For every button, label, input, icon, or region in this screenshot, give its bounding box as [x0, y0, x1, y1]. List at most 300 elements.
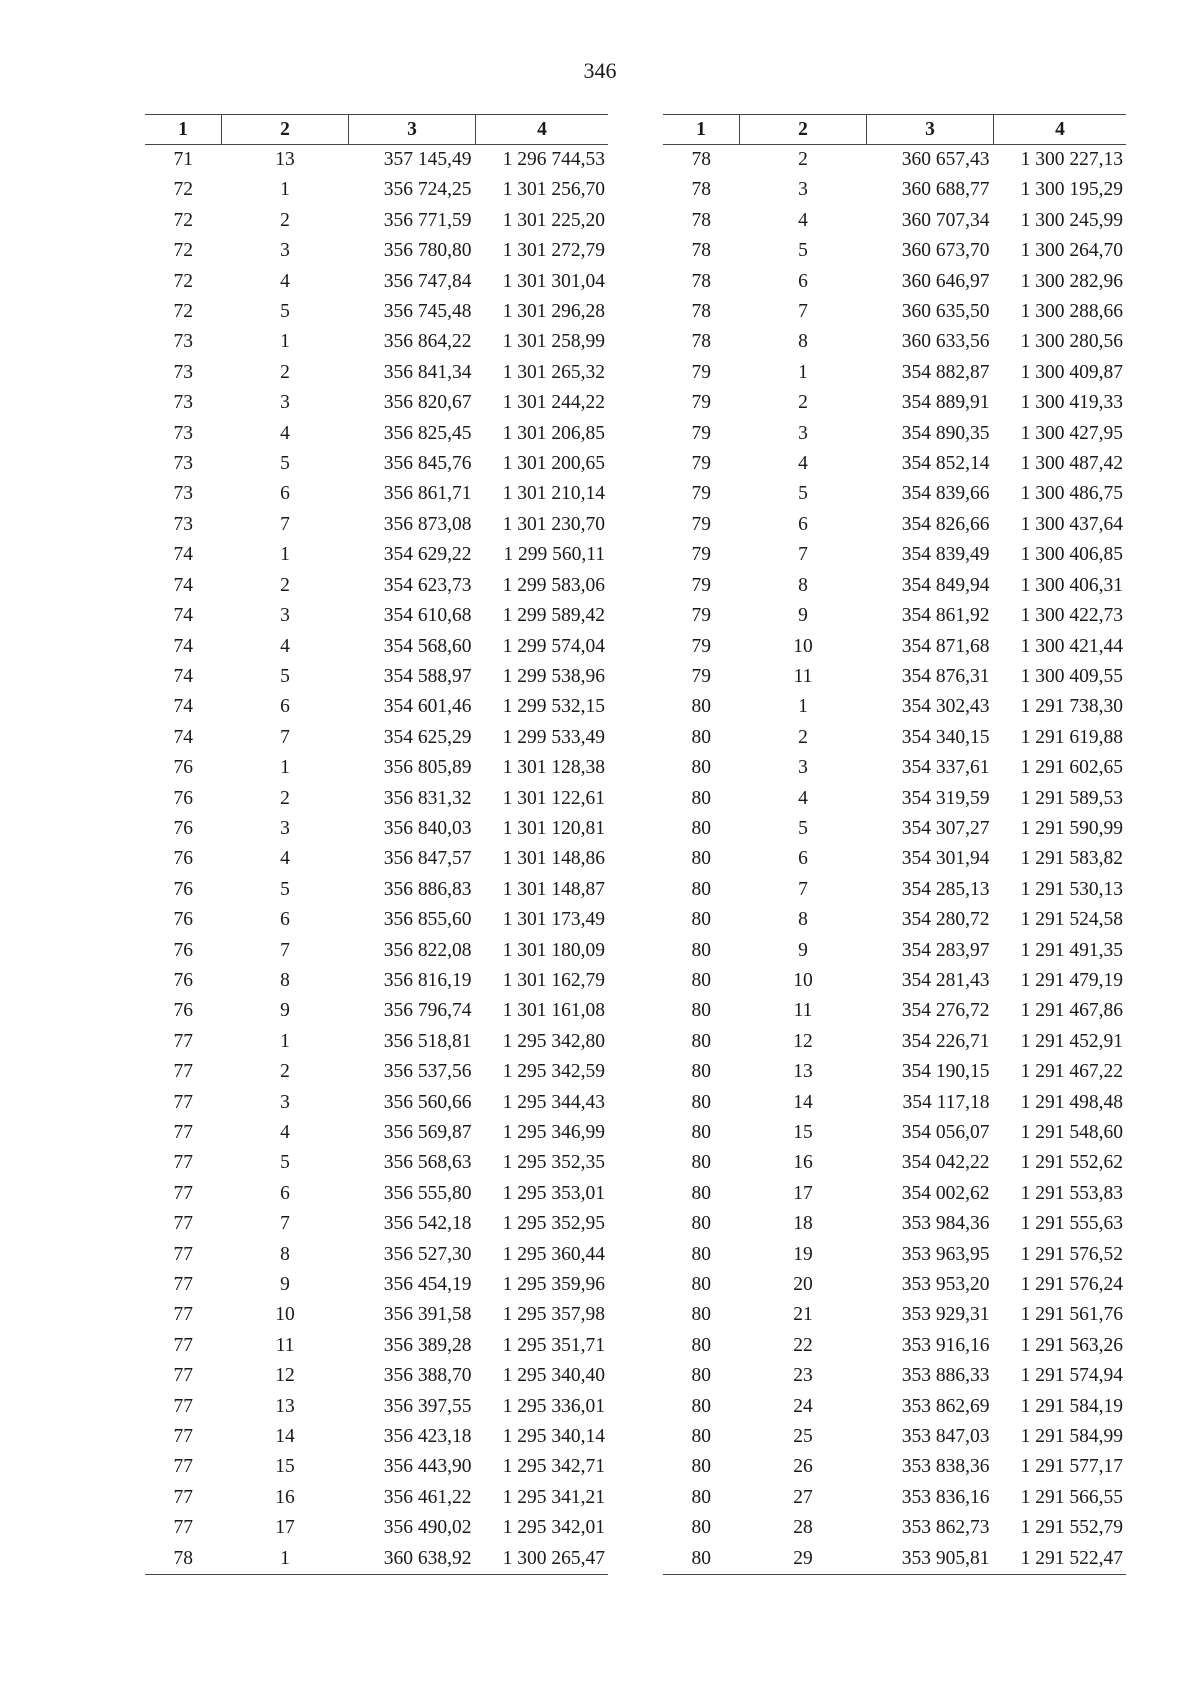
- contour-number-cell: 80: [691, 1122, 711, 1143]
- coordinate-x-cell: 356 518,81: [383, 1030, 472, 1052]
- table-row: [663, 1088, 1126, 1118]
- table-row: [663, 905, 1126, 935]
- contour-number-cell: 79: [691, 361, 711, 383]
- coordinate-y-cell: 1 291 576,24: [1020, 1274, 1123, 1296]
- coordinate-y-cell: 1 301 244,22: [502, 392, 605, 414]
- coordinate-x-cell: 360 657,43: [901, 149, 990, 170]
- coordinate-x-cell: 354 042,22: [901, 1152, 990, 1174]
- table-row: [663, 236, 1126, 266]
- point-number-cell: 3: [280, 1091, 290, 1113]
- coordinate-y-cell: 1 301 120,81: [502, 817, 605, 839]
- contour-number-cell: 77: [173, 1304, 193, 1326]
- contour-number-cell: 76: [173, 909, 193, 931]
- point-number-cell: 26: [793, 1456, 813, 1478]
- column-header-2: 2: [740, 115, 867, 145]
- coordinate-x-cell: 360 635,50: [901, 301, 990, 323]
- coordinate-y-cell: 1 295 357,98: [502, 1304, 605, 1326]
- table-row: [145, 1148, 608, 1178]
- point-number-cell: 6: [280, 1182, 290, 1204]
- coordinate-y-cell: 1 291 574,94: [1020, 1365, 1123, 1387]
- coordinate-y-cell: 1 291 566,55: [1020, 1486, 1123, 1508]
- table-row: [145, 692, 608, 722]
- point-number-cell: 4: [798, 453, 808, 475]
- coordinate-x-cell: 356 886,83: [383, 878, 472, 900]
- table-row: [145, 1331, 608, 1361]
- contour-number-cell: 80: [691, 1243, 711, 1265]
- table-row: [145, 236, 608, 266]
- coordinate-x-cell: 356 560,66: [383, 1091, 472, 1113]
- coordinate-x-cell: 360 707,34: [901, 209, 990, 231]
- coordinate-y-cell: 1 291 452,91: [1020, 1030, 1123, 1052]
- table-row: [145, 1027, 608, 1057]
- contour-number-cell: 74: [173, 574, 193, 596]
- coordinate-y-cell: 1 301 301,04: [502, 270, 605, 292]
- table-row: [145, 875, 608, 905]
- coordinate-x-cell: 354 226,71: [901, 1030, 990, 1052]
- coordinate-y-cell: 1 300 280,56: [1020, 331, 1123, 353]
- coordinate-x-cell: 354 839,66: [901, 483, 990, 505]
- table-row: [663, 1027, 1126, 1057]
- coordinate-x-cell: 356 568,63: [383, 1152, 472, 1174]
- table-row: [145, 358, 608, 388]
- coordinate-y-cell: 1 301 162,79: [502, 969, 605, 991]
- point-number-cell: 1: [222, 1544, 349, 1575]
- coordinate-x-cell: 353 905,81: [867, 1544, 994, 1575]
- contour-number-cell: 80: [691, 696, 711, 718]
- point-number-cell: 10: [275, 1304, 295, 1326]
- coordinate-y-cell: 1 295 344,43: [502, 1091, 605, 1113]
- table-row: [663, 632, 1126, 662]
- coordinate-x-cell: 353 916,16: [901, 1334, 990, 1356]
- point-number-cell: 6: [798, 270, 808, 292]
- coordinate-y-cell: 1 295 346,99: [502, 1122, 605, 1143]
- coordinate-y-cell: 1 291 738,30: [1020, 696, 1123, 718]
- coordinate-x-cell: 354 629,22: [383, 544, 472, 566]
- coordinate-y-cell: 1 299 532,15: [502, 696, 605, 718]
- point-number-cell: 8: [280, 1243, 290, 1265]
- contour-number-cell: 74: [173, 696, 193, 718]
- contour-number-cell: 76: [173, 817, 193, 839]
- coordinate-x-cell: 354 623,73: [383, 574, 472, 596]
- coordinate-y-cell: 1 295 340,14: [502, 1426, 605, 1448]
- point-number-cell: 2: [280, 209, 290, 231]
- point-number-cell: 23: [793, 1365, 813, 1387]
- coordinate-y-cell: 1 299 560,11: [503, 544, 605, 566]
- contour-number-cell: 78: [145, 1544, 222, 1575]
- table-row: [663, 1270, 1126, 1300]
- contour-number-cell: 79: [691, 422, 711, 444]
- point-number-cell: 2: [280, 361, 290, 383]
- contour-number-cell: 80: [663, 1544, 740, 1575]
- coordinate-x-cell: 354 826,66: [901, 513, 990, 535]
- contour-number-cell: 76: [173, 969, 193, 991]
- coordinate-y-cell: 1 301 206,85: [502, 422, 605, 444]
- contour-number-cell: 77: [173, 1486, 193, 1508]
- point-number-cell: 27: [793, 1486, 813, 1508]
- contour-number-cell: 71: [173, 149, 193, 170]
- coordinate-x-cell: 354 890,35: [901, 422, 990, 444]
- coordinate-y-cell: 1 300 487,42: [1020, 453, 1123, 475]
- table-row: [145, 662, 608, 692]
- point-number-cell: 7: [280, 939, 290, 961]
- coordinate-y-cell: 1 295 342,59: [502, 1061, 605, 1083]
- coordinate-x-cell: 353 929,31: [901, 1304, 990, 1326]
- coordinates-table-left: [145, 114, 608, 1575]
- contour-number-cell: 76: [173, 939, 193, 961]
- contour-number-cell: 79: [691, 513, 711, 535]
- contour-number-cell: 77: [173, 1274, 193, 1296]
- contour-number-cell: 78: [691, 270, 711, 292]
- coordinate-x-cell: 354 285,13: [901, 878, 990, 900]
- contour-number-cell: 76: [173, 1000, 193, 1022]
- table-body-left: [145, 145, 608, 1575]
- coordinate-x-cell: 354 889,91: [901, 392, 990, 414]
- table-row: [663, 571, 1126, 601]
- point-number-cell: 7: [798, 544, 808, 566]
- point-number-cell: 20: [793, 1274, 813, 1296]
- point-number-cell: 1: [280, 1030, 290, 1052]
- table-row: [145, 1179, 608, 1209]
- contour-number-cell: 77: [173, 1122, 193, 1143]
- contour-number-cell: 80: [691, 1517, 711, 1539]
- table-row: [663, 175, 1126, 205]
- point-number-cell: 16: [275, 1486, 295, 1508]
- contour-number-cell: 80: [691, 878, 711, 900]
- point-number-cell: 8: [280, 969, 290, 991]
- coordinate-x-cell: 354 849,94: [901, 574, 990, 596]
- point-number-cell: 18: [793, 1213, 813, 1235]
- coordinate-y-cell: 1 299 538,96: [502, 665, 605, 687]
- point-number-cell: 5: [280, 665, 290, 687]
- contour-number-cell: 80: [691, 1486, 711, 1508]
- contour-number-cell: 79: [691, 392, 711, 414]
- point-number-cell: 1: [798, 696, 808, 718]
- coordinate-y-cell: 1 295 353,01: [502, 1182, 605, 1204]
- coordinate-y-cell: 1 291 583,82: [1020, 848, 1123, 870]
- contour-number-cell: 80: [691, 1426, 711, 1448]
- table-row: [145, 996, 608, 1026]
- contour-number-cell: 77: [173, 1030, 193, 1052]
- table-body-right: [663, 145, 1126, 1575]
- point-number-cell: 2: [280, 787, 290, 809]
- coordinate-x-cell: 354 307,27: [901, 817, 990, 839]
- point-number-cell: 3: [280, 605, 290, 627]
- contour-number-cell: 80: [691, 1456, 711, 1478]
- table-row: [145, 327, 608, 357]
- contour-number-cell: 79: [691, 665, 711, 687]
- coordinate-x-cell: 354 588,97: [383, 665, 472, 687]
- coordinate-y-cell: 1 300 437,64: [1020, 513, 1123, 535]
- coordinate-x-cell: 356 822,08: [383, 939, 472, 961]
- coordinate-y-cell: 1 291 467,86: [1020, 1000, 1123, 1022]
- point-number-cell: 5: [280, 301, 290, 323]
- table-row: [145, 1270, 608, 1300]
- coordinate-x-cell: 356 555,80: [383, 1182, 472, 1204]
- contour-number-cell: 73: [173, 392, 193, 414]
- point-number-cell: 6: [798, 848, 808, 870]
- coordinate-y-cell: 1 300 406,31: [1020, 574, 1123, 596]
- point-number-cell: 7: [798, 878, 808, 900]
- coordinate-y-cell: 1 295 341,21: [502, 1486, 605, 1508]
- coordinate-x-cell: 356 724,25: [383, 179, 472, 201]
- point-number-cell: 25: [793, 1426, 813, 1448]
- coordinate-x-cell: 356 820,67: [383, 392, 472, 414]
- coordinate-x-cell: 356 747,84: [383, 270, 472, 292]
- table-row: [145, 1240, 608, 1270]
- point-number-cell: 13: [793, 1061, 813, 1083]
- table-row: [663, 844, 1126, 874]
- coordinate-x-cell: 354 871,68: [901, 635, 990, 657]
- table-row: [663, 206, 1126, 236]
- point-number-cell: 29: [740, 1544, 867, 1575]
- point-number-cell: 13: [275, 1395, 295, 1417]
- table-row: [145, 936, 608, 966]
- contour-number-cell: 80: [691, 909, 711, 931]
- coordinate-x-cell: 354 340,15: [901, 726, 990, 748]
- coordinate-y-cell: 1 299 583,06: [502, 574, 605, 596]
- contour-number-cell: 72: [173, 301, 193, 323]
- table-row: [663, 723, 1126, 753]
- table-row: [145, 1513, 608, 1543]
- point-number-cell: 2: [280, 1061, 290, 1083]
- table-row: [145, 449, 608, 479]
- coordinate-x-cell: 356 816,19: [383, 969, 472, 991]
- point-number-cell: 3: [280, 392, 290, 414]
- coordinate-y-cell: 1 295 342,71: [502, 1456, 605, 1478]
- coordinate-y-cell: 1 291 576,52: [1020, 1243, 1123, 1265]
- point-number-cell: 11: [793, 1000, 813, 1022]
- table-row: [145, 814, 608, 844]
- coordinate-y-cell: 1 295 351,71: [502, 1334, 605, 1356]
- contour-number-cell: 73: [173, 422, 193, 444]
- coordinate-y-cell: 1 300 486,75: [1020, 483, 1123, 505]
- coordinate-y-cell: 1 301 173,49: [502, 909, 605, 931]
- coordinate-y-cell: 1 295 352,95: [502, 1213, 605, 1235]
- table-row: [663, 1452, 1126, 1482]
- point-number-cell: 4: [798, 209, 808, 231]
- table-row: [663, 601, 1126, 631]
- contour-number-cell: 72: [173, 179, 193, 201]
- coordinate-x-cell: 353 862,69: [901, 1395, 990, 1417]
- coordinates-table-right: [663, 114, 1126, 1575]
- coordinate-x-cell: 356 569,87: [383, 1122, 472, 1143]
- coordinate-x-cell: 353 847,03: [901, 1426, 990, 1448]
- table-row: [663, 1361, 1126, 1391]
- coordinate-x-cell: 354 276,72: [901, 1000, 990, 1022]
- contour-number-cell: 78: [691, 301, 711, 323]
- table-row: [145, 632, 608, 662]
- coordinate-y-cell: 1 291 577,17: [1020, 1456, 1123, 1478]
- point-number-cell: 11: [275, 1334, 295, 1356]
- point-number-cell: 1: [280, 544, 290, 566]
- point-number-cell: 6: [280, 696, 290, 718]
- coordinate-x-cell: 360 688,77: [901, 179, 990, 201]
- point-number-cell: 19: [793, 1243, 813, 1265]
- point-number-cell: 6: [280, 909, 290, 931]
- contour-number-cell: 72: [173, 209, 193, 231]
- coordinate-x-cell: 356 873,08: [383, 513, 472, 535]
- contour-number-cell: 80: [691, 969, 711, 991]
- point-number-cell: 1: [280, 757, 290, 779]
- contour-number-cell: 73: [173, 513, 193, 535]
- coordinate-x-cell: 356 461,22: [383, 1486, 472, 1508]
- point-number-cell: 14: [275, 1426, 295, 1448]
- coordinate-x-cell: 354 337,61: [901, 757, 990, 779]
- contour-number-cell: 77: [173, 1426, 193, 1448]
- coordinate-x-cell: 353 963,95: [901, 1243, 990, 1265]
- coordinate-x-cell: 356 389,28: [383, 1334, 472, 1356]
- table-row: [663, 267, 1126, 297]
- coordinate-y-cell: 1 291 602,65: [1020, 757, 1123, 779]
- point-number-cell: 6: [798, 513, 808, 535]
- point-number-cell: 3: [280, 817, 290, 839]
- table-header-row: [145, 115, 608, 145]
- contour-number-cell: 78: [691, 179, 711, 201]
- point-number-cell: 4: [280, 848, 290, 870]
- table-row: [663, 1179, 1126, 1209]
- table-row: [145, 479, 608, 509]
- contour-number-cell: 80: [691, 939, 711, 961]
- coordinate-x-cell: 354 852,14: [901, 453, 990, 475]
- contour-number-cell: 80: [691, 1061, 711, 1083]
- contour-number-cell: 76: [173, 848, 193, 870]
- coordinate-y-cell: 1 299 533,49: [502, 726, 605, 748]
- coordinate-x-cell: 354 301,94: [901, 848, 990, 870]
- coordinate-y-cell: 1 300 227,13: [1020, 149, 1123, 170]
- coordinate-x-cell: 353 838,36: [901, 1456, 990, 1478]
- coordinate-x-cell: 356 771,59: [383, 209, 472, 231]
- table-row: [663, 1300, 1126, 1330]
- contour-number-cell: 79: [691, 483, 711, 505]
- contour-number-cell: 74: [173, 544, 193, 566]
- table-row: [663, 1118, 1126, 1148]
- contour-number-cell: 80: [691, 1000, 711, 1022]
- contour-number-cell: 74: [173, 726, 193, 748]
- coordinate-x-cell: 356 855,60: [383, 909, 472, 931]
- point-number-cell: 8: [798, 331, 808, 353]
- column-header-3: 3: [867, 115, 994, 145]
- table-row: [145, 1118, 608, 1148]
- contour-number-cell: 77: [173, 1061, 193, 1083]
- coordinate-y-cell: 1 291 553,83: [1020, 1182, 1123, 1204]
- point-number-cell: 2: [798, 392, 808, 414]
- coordinate-y-cell: 1 299 589,42: [502, 605, 605, 627]
- contour-number-cell: 78: [691, 209, 711, 231]
- contour-number-cell: 80: [691, 1182, 711, 1204]
- contour-number-cell: 80: [691, 1213, 711, 1235]
- coordinate-x-cell: 354 861,92: [901, 605, 990, 627]
- coordinate-y-cell: 1 301 200,65: [502, 453, 605, 475]
- coordinate-x-cell: 356 847,57: [383, 848, 472, 870]
- coordinate-x-cell: 354 319,59: [901, 787, 990, 809]
- contour-number-cell: 73: [173, 331, 193, 353]
- table-row: [145, 1483, 608, 1513]
- coordinate-x-cell: 356 423,18: [383, 1426, 472, 1448]
- contour-number-cell: 78: [691, 240, 711, 262]
- coordinate-y-cell: 1 291 590,99: [1020, 817, 1123, 839]
- coordinate-x-cell: 354 280,72: [901, 909, 990, 931]
- coordinate-x-cell: 353 953,20: [901, 1274, 990, 1296]
- point-number-cell: 9: [280, 1000, 290, 1022]
- coordinate-y-cell: 1 300 427,95: [1020, 422, 1123, 444]
- point-number-cell: 1: [798, 361, 808, 383]
- coordinate-x-cell: 356 780,80: [383, 240, 472, 262]
- contour-number-cell: 76: [173, 878, 193, 900]
- table-row: [663, 692, 1126, 722]
- table-row: [663, 327, 1126, 357]
- table-row: [663, 1209, 1126, 1239]
- coordinate-x-cell: 356 840,03: [383, 817, 472, 839]
- coordinate-x-cell: 354 281,43: [901, 969, 990, 991]
- coordinate-y-cell: 1 291 548,60: [1020, 1122, 1123, 1143]
- coordinate-x-cell: 356 490,02: [383, 1517, 472, 1539]
- coordinate-x-cell: 356 805,89: [383, 757, 472, 779]
- coordinate-x-cell: 360 646,97: [901, 270, 990, 292]
- contour-number-cell: 80: [691, 817, 711, 839]
- point-number-cell: 9: [280, 1274, 290, 1296]
- point-number-cell: 28: [793, 1517, 813, 1539]
- coordinate-y-cell: 1 291 552,79: [1020, 1517, 1123, 1539]
- table-row: [663, 966, 1126, 996]
- table-row: [145, 784, 608, 814]
- table-row: [145, 510, 608, 540]
- coordinate-y-cell: 1 301 122,61: [502, 787, 605, 809]
- coordinate-y-cell: 1 295 342,80: [502, 1030, 605, 1052]
- contour-number-cell: 72: [173, 270, 193, 292]
- coordinate-y-cell: 1 291 555,63: [1020, 1213, 1123, 1235]
- coordinate-y-cell: 1 299 574,04: [502, 635, 605, 657]
- contour-number-cell: 79: [691, 453, 711, 475]
- coordinate-x-cell: 354 117,18: [902, 1091, 990, 1113]
- point-number-cell: 5: [798, 240, 808, 262]
- coordinate-y-cell: 1 291 584,99: [1020, 1426, 1123, 1448]
- coordinate-x-cell: 356 542,18: [383, 1213, 472, 1235]
- coordinate-y-cell: 1 300 422,73: [1020, 605, 1123, 627]
- coordinate-x-cell: 354 283,97: [901, 939, 990, 961]
- coordinate-y-cell: 1 300 409,87: [1020, 361, 1123, 383]
- contour-number-cell: 74: [173, 635, 193, 657]
- contour-number-cell: 80: [691, 726, 711, 748]
- point-number-cell: 5: [798, 483, 808, 505]
- coordinate-y-cell: 1 295 359,96: [502, 1274, 605, 1296]
- table-row: [145, 844, 608, 874]
- contour-number-cell: 77: [173, 1517, 193, 1539]
- table-row: [145, 297, 608, 327]
- contour-number-cell: 74: [173, 665, 193, 687]
- point-number-cell: 5: [798, 817, 808, 839]
- coordinate-x-cell: 356 841,34: [383, 361, 472, 383]
- contour-number-cell: 77: [173, 1152, 193, 1174]
- coordinate-y-cell: 1 301 161,08: [502, 1000, 605, 1022]
- contour-number-cell: 80: [691, 757, 711, 779]
- contour-number-cell: 79: [691, 574, 711, 596]
- coordinate-y-cell: 1 301 225,20: [502, 209, 605, 231]
- coordinate-x-cell: 354 002,62: [901, 1182, 990, 1204]
- point-number-cell: 4: [280, 635, 290, 657]
- column-header-3: 3: [349, 115, 476, 145]
- page-number: 346: [583, 58, 617, 83]
- contour-number-cell: 77: [173, 1395, 193, 1417]
- point-number-cell: 8: [798, 574, 808, 596]
- table-row: [145, 1300, 608, 1330]
- table-row: [663, 1057, 1126, 1087]
- table-row: [145, 571, 608, 601]
- column-header-4: 4: [476, 115, 609, 145]
- point-number-cell: 10: [793, 969, 813, 991]
- table-row: [145, 723, 608, 753]
- table-row: [663, 996, 1126, 1026]
- contour-number-cell: 77: [173, 1091, 193, 1113]
